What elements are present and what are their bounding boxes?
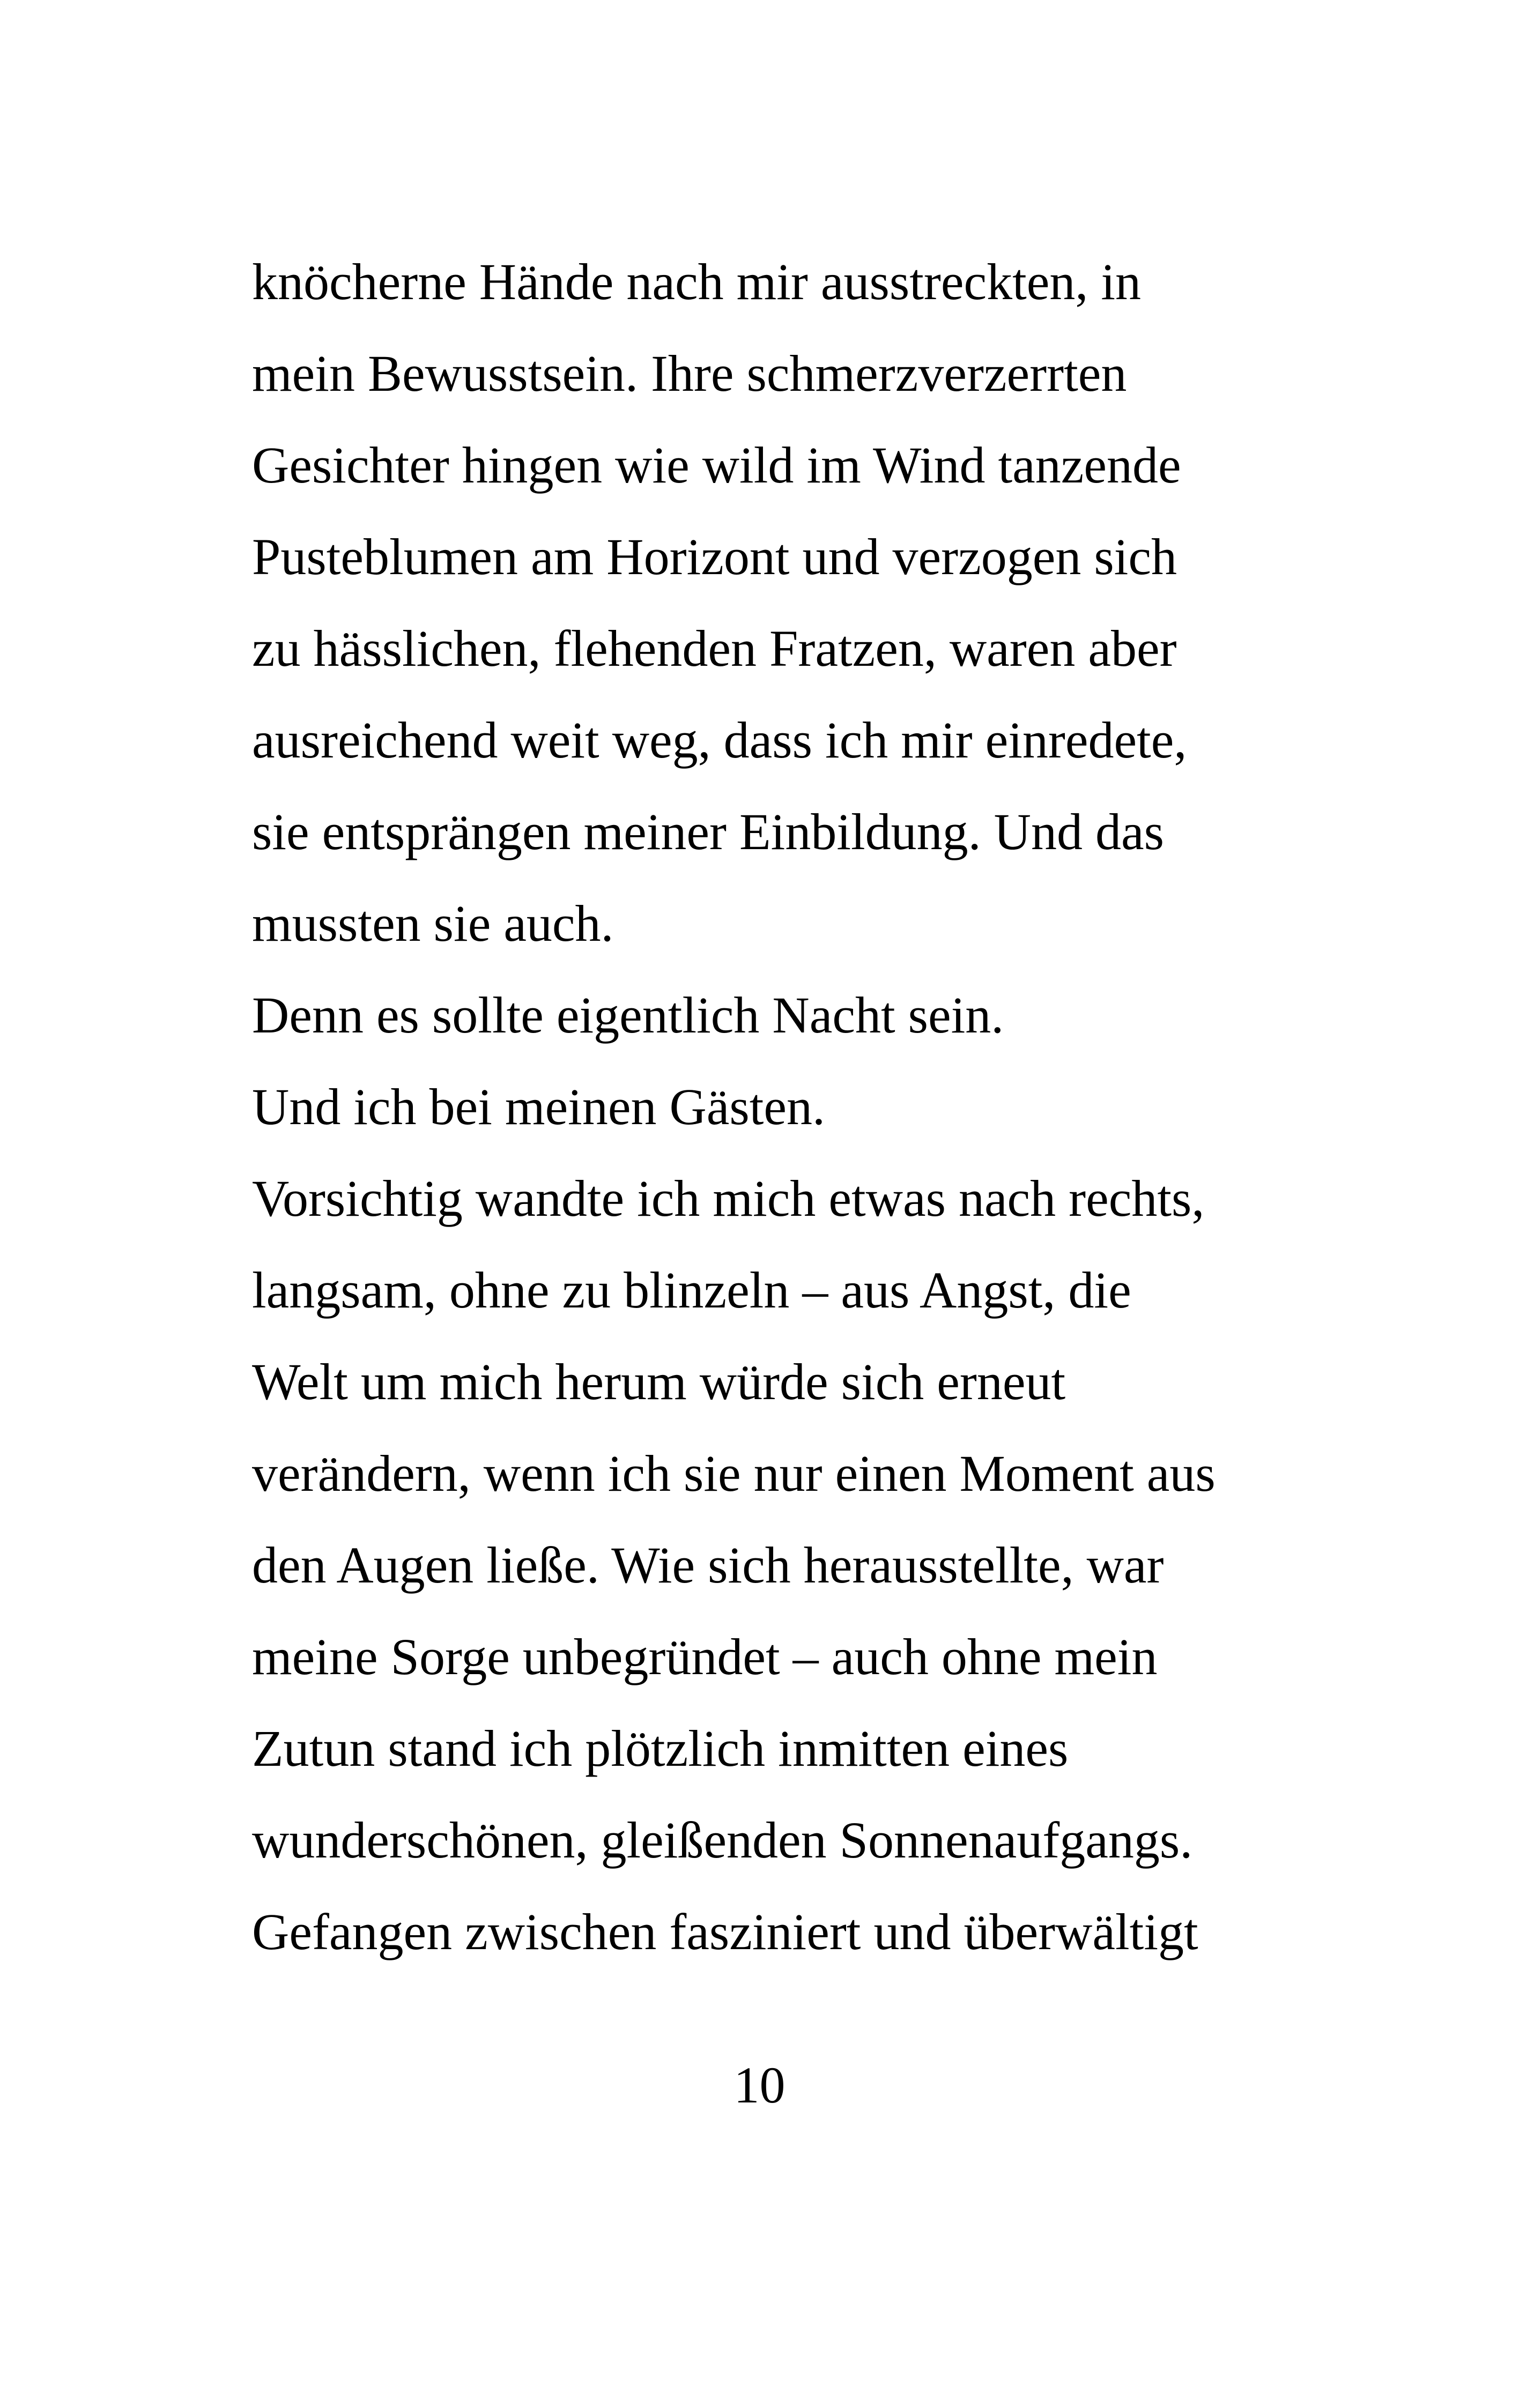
text-line: Pusteblumen am Horizont und verzogen sich	[252, 528, 1177, 585]
text-line: wunderschönen, gleißenden Sonnenaufgangs.	[252, 1811, 1193, 1869]
text-line: Zutun stand ich plötzlich inmitten eines	[252, 1720, 1069, 1777]
text-line: Welt um mich herum würde sich erneut	[252, 1353, 1066, 1410]
body-text	[252, 236, 1324, 1978]
text-line: sie entsprängen meiner Einbildung. Und das	[252, 803, 1164, 860]
text-line: Gesichter hingen wie wild im Wind tanzende	[252, 436, 1181, 494]
text-line: ausreichend weit weg, dass ich mir einredete,	[252, 711, 1187, 769]
text-line: knöcherne Hände nach mir ausstreckten, in	[252, 253, 1142, 310]
text-line: Und ich bei meinen Gästen.	[252, 1078, 826, 1135]
text-line: den Augen ließe. Wie sich herausstellte, war	[252, 1536, 1164, 1594]
text-line: verändern, wenn ich sie nur einen Moment aus	[252, 1445, 1216, 1502]
text-line: zu hässlichen, flehenden Fratzen, waren aber	[252, 620, 1177, 677]
text-line: mein Bewusstsein. Ihre schmerzverzerrten	[252, 345, 1127, 402]
text-line: langsam, ohne zu blinzeln – aus Angst, die	[252, 1261, 1131, 1319]
text-line: mussten sie auch.	[252, 895, 614, 952]
text-line: Vorsichtig wandte ich mich etwas nach rechts,	[252, 1170, 1205, 1227]
page-number: 10	[733, 2056, 786, 2114]
text-line: Gefangen zwischen fasziniert und überwältigt	[252, 1903, 1198, 1960]
text-line: meine Sorge unbegründet – auch ohne mein	[252, 1628, 1158, 1685]
text-line: Denn es sollte eigentlich Nacht sein.	[252, 986, 1004, 1044]
